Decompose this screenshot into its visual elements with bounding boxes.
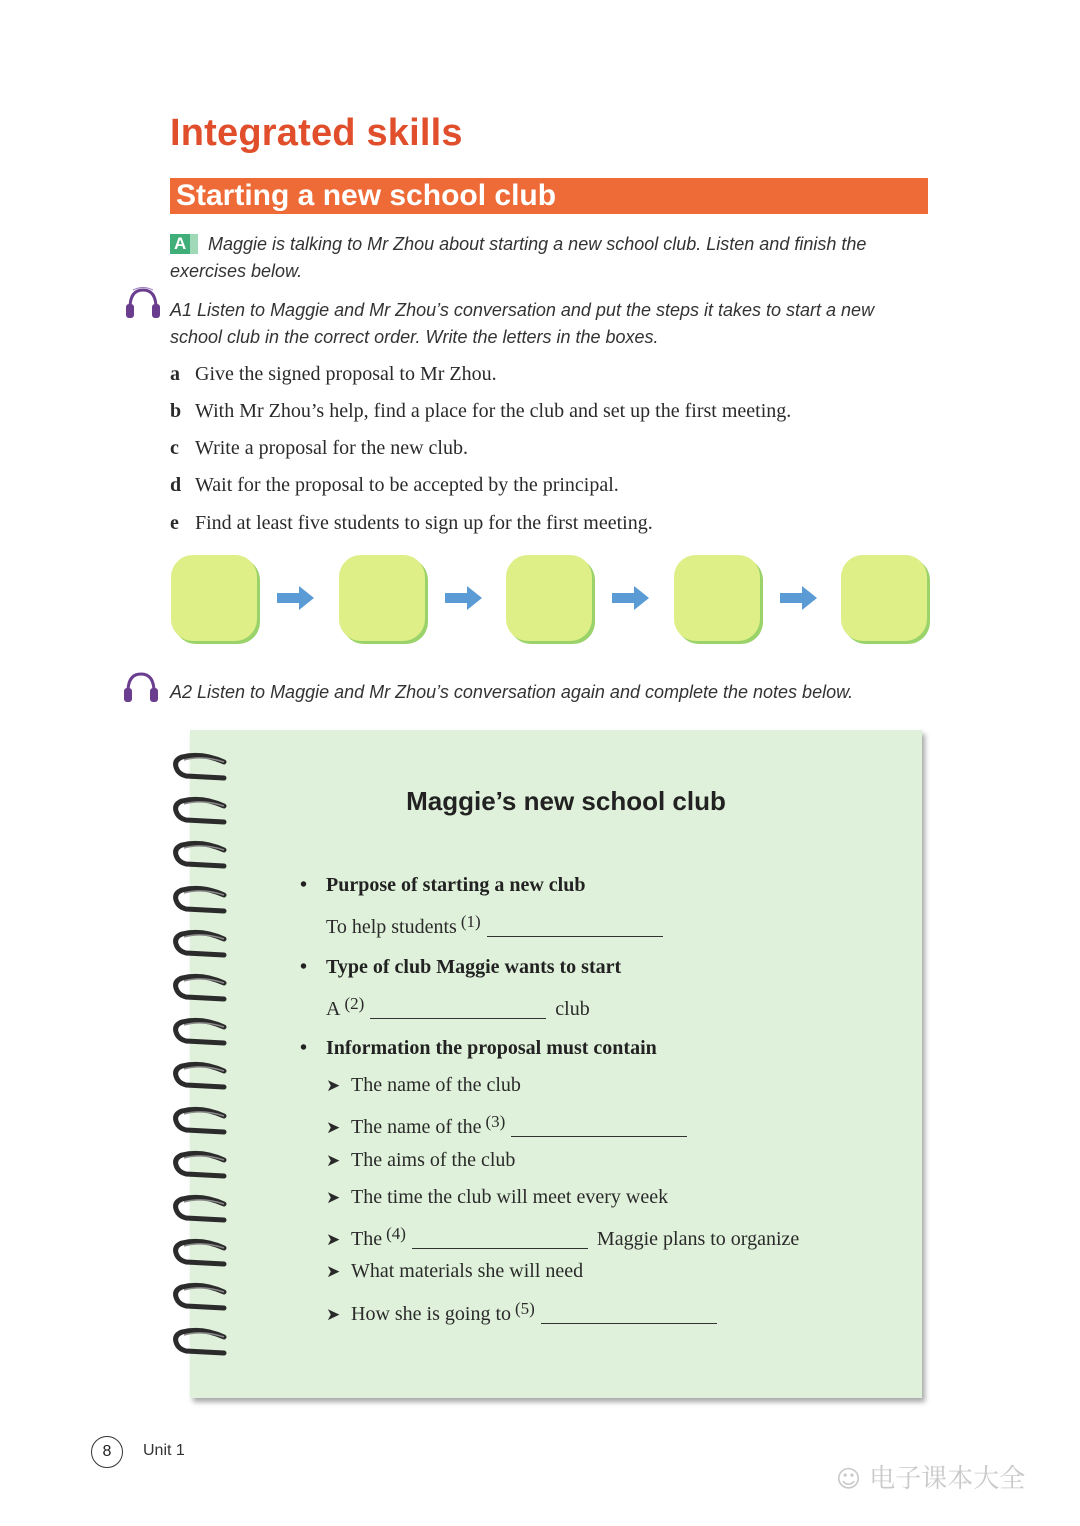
answer-box-3[interactable] [506, 555, 592, 641]
blank-number: (3) [485, 1112, 506, 1131]
chevron-right-icon: ➤ [326, 1230, 341, 1249]
a1-line2: school club in the correct order. Write the letters in the boxes. [170, 327, 659, 347]
chevron-right-icon: ➤ [326, 1118, 341, 1137]
answer-box-2[interactable] [339, 555, 425, 641]
notes-item-2 [326, 1107, 687, 1137]
step-item-b [170, 396, 791, 426]
a1-line1: A1 Listen to Maggie and Mr Zhou’s conversation and put the steps it takes to start a new [170, 300, 875, 320]
item-text: What materials she will need [351, 1260, 584, 1282]
heading-text: Type of club Maggie wants to start [326, 956, 622, 978]
step-letter: a [170, 363, 180, 385]
spiral-ring [172, 1327, 228, 1357]
arrow-right-icon [277, 585, 315, 611]
headphone-icon[interactable] [124, 286, 162, 320]
notes-line-1 [326, 907, 663, 937]
section-banner: Starting a new school club [170, 178, 928, 214]
step-item-e [170, 508, 653, 538]
item-text: The time the club will meet every week [351, 1186, 669, 1208]
section-a-line2: exercises below. [170, 261, 303, 281]
notes-line-2 [326, 989, 590, 1019]
blank-number: (4) [386, 1224, 406, 1243]
step-letter: c [170, 437, 179, 459]
item-text: The [351, 1228, 383, 1250]
line-text: A [326, 998, 341, 1020]
answer-box-5[interactable] [841, 555, 927, 641]
answer-blank-4[interactable] [412, 1226, 588, 1249]
notes-item-4 [326, 1182, 668, 1212]
answer-blank-2[interactable] [370, 996, 546, 1019]
notes-item-5 [326, 1219, 799, 1249]
chevron-right-icon: ➤ [326, 1076, 341, 1095]
spiral-ring [172, 929, 228, 959]
step-item-a [170, 359, 497, 389]
section-a-line1: Maggie is talking to Mr Zhou about starting a new school club. Listen and finish the [208, 234, 867, 254]
blank-number: (5) [515, 1299, 535, 1318]
spiral-ring [172, 1194, 228, 1224]
line-text: club [555, 998, 590, 1020]
spiral-ring [172, 840, 228, 870]
headphone-icon[interactable] [122, 670, 160, 704]
chevron-right-icon: ➤ [326, 1151, 341, 1170]
watermark-text: 电子课本大全 [869, 1464, 1026, 1494]
answer-box-4[interactable] [674, 555, 760, 641]
notes-type-heading [300, 952, 621, 982]
step-text: Write a proposal for the new club. [195, 437, 468, 459]
watermark [836, 1458, 1025, 1495]
arrow-right-icon [780, 585, 818, 611]
spiral-ring [172, 1061, 228, 1091]
answer-blank-5[interactable] [541, 1301, 717, 1324]
section-a-instruction [170, 231, 930, 285]
spiral-ring [172, 1282, 228, 1312]
heading-text: Purpose of starting a new club [326, 874, 586, 896]
notes-item-1 [326, 1070, 521, 1100]
section-a-tag: A [170, 234, 198, 254]
answer-box-1[interactable] [171, 555, 257, 641]
item-text: The aims of the club [351, 1149, 516, 1171]
step-text: With Mr Zhou’s help, find a place for the club and set up the first meeting. [195, 400, 792, 422]
spiral-ring [172, 752, 228, 782]
arrow-right-icon [445, 585, 483, 611]
answer-blank-3[interactable] [511, 1114, 687, 1137]
answer-blank-1[interactable] [487, 914, 663, 937]
notes-item-3 [326, 1145, 515, 1175]
step-item-d [170, 470, 619, 500]
a1-instruction [170, 297, 940, 351]
item-text: The name of the [351, 1116, 482, 1138]
step-letter: e [170, 512, 179, 534]
notes-item-6 [326, 1256, 583, 1286]
step-item-c [170, 433, 468, 463]
a2-instruction: A2 Listen to Maggie and Mr Zhou’s conversation again and complete the notes below. [170, 682, 854, 702]
unit-label: Unit 1 [143, 1442, 185, 1459]
notes-item-7 [326, 1294, 717, 1324]
step-text: Find at least five students to sign up for the first meeting. [195, 512, 653, 534]
notes-purpose-heading [300, 870, 585, 900]
blank-number: (2) [344, 994, 365, 1013]
notes-info-heading [300, 1033, 657, 1063]
item-text: How she is going to [351, 1303, 511, 1325]
line-text: To help students [326, 916, 457, 938]
notes-title: Maggie’s new school club [406, 786, 726, 816]
item-text: Maggie plans to organize [596, 1228, 800, 1250]
chevron-right-icon: ➤ [326, 1188, 341, 1207]
chevron-right-icon: ➤ [326, 1305, 341, 1324]
blank-number: (1) [460, 912, 481, 931]
spiral-ring [172, 1150, 228, 1180]
heading-text: Information the proposal must contain [326, 1037, 657, 1059]
spiral-ring [172, 885, 228, 915]
step-text: Give the signed proposal to Mr Zhou. [195, 363, 497, 385]
step-letter: d [170, 474, 182, 496]
wechat-icon: ☺ [836, 1465, 862, 1493]
spiral-ring [172, 1106, 228, 1136]
spiral-ring [172, 973, 228, 1003]
spiral-ring [172, 1238, 228, 1268]
chevron-right-icon: ➤ [326, 1262, 341, 1281]
step-letter: b [170, 400, 182, 422]
step-text: Wait for the proposal to be accepted by the principal. [195, 474, 619, 496]
spiral-ring [172, 1017, 228, 1047]
page-title: Integrated skills [170, 112, 463, 154]
arrow-right-icon [612, 585, 650, 611]
item-text: The name of the club [351, 1074, 521, 1096]
page-number: 8 [91, 1436, 123, 1468]
